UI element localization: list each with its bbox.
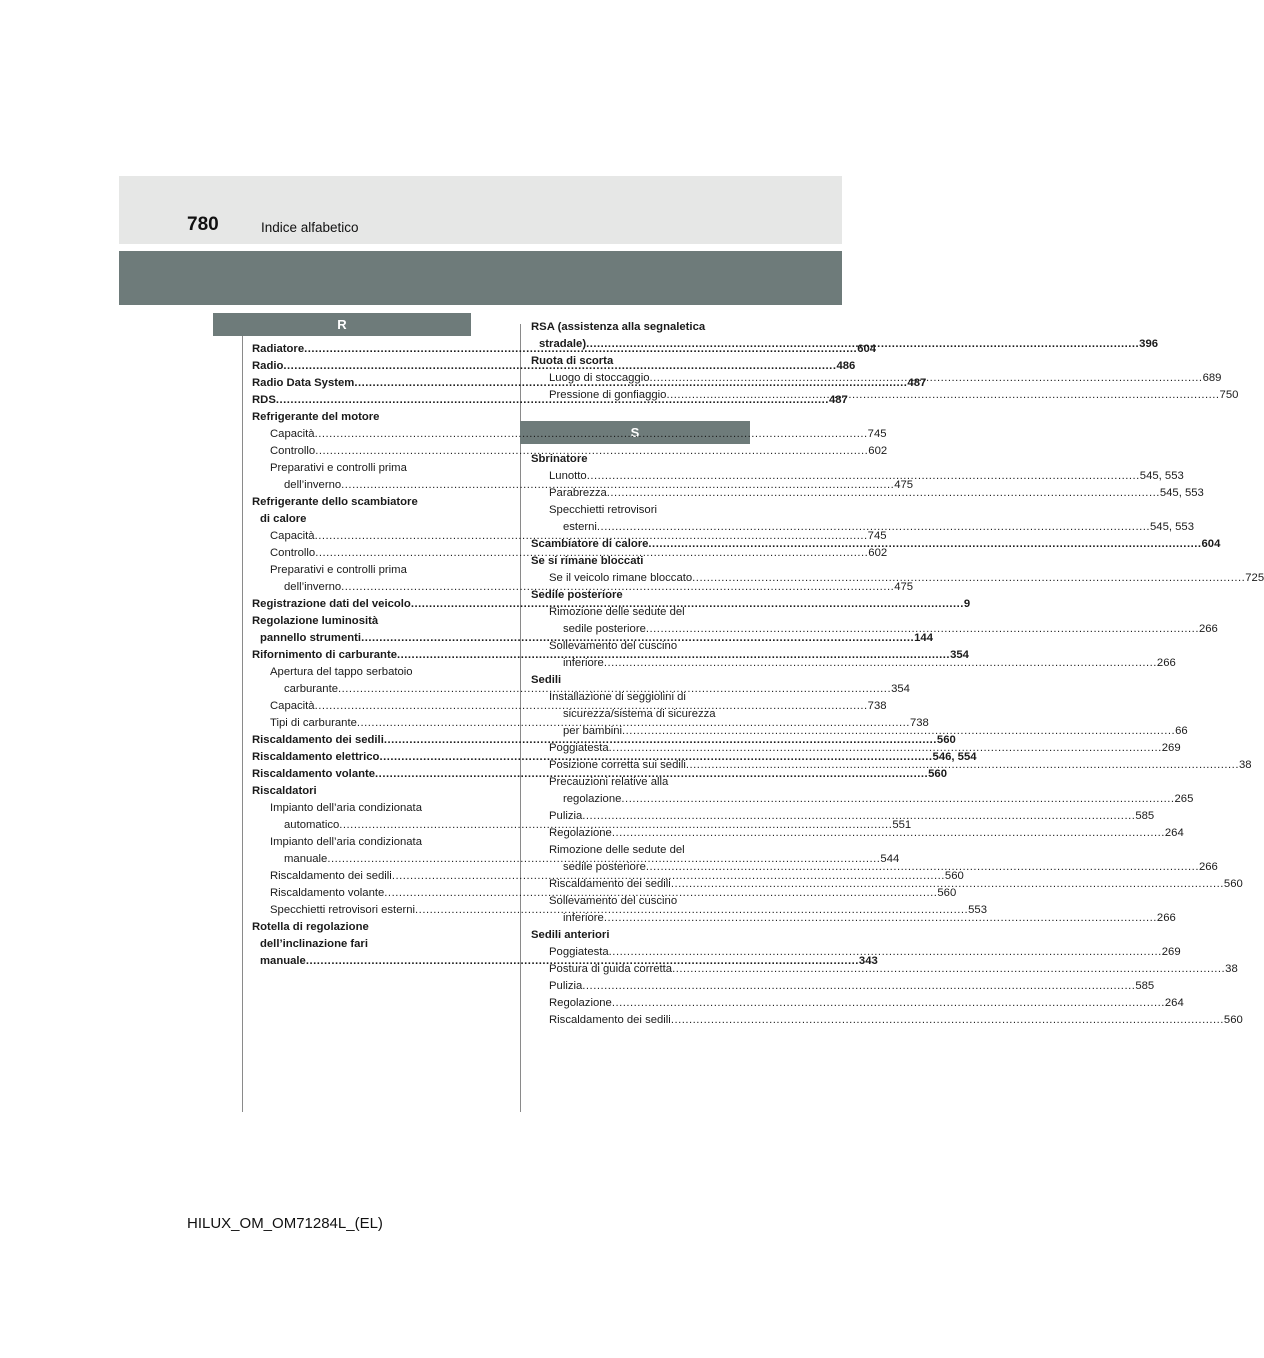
index-subentry: dell’inverno ..... 475 xyxy=(252,579,471,596)
index-entry: Radio ..... 486 xyxy=(252,358,471,375)
index-heading: RSA (assistenza alla segnaletica xyxy=(531,321,706,333)
index-heading: Sedili anteriori xyxy=(531,929,610,941)
index-subentry: Poggiatesta ..... 269 xyxy=(531,740,750,757)
index-subentry: Pressione di gonfiaggio ..... 750 xyxy=(531,387,750,404)
index-subentry: sedile posteriore ..... 266 xyxy=(531,859,750,876)
index-subentry: Luogo di stoccaggio ..... 689 xyxy=(531,370,750,387)
index-subentry: Controllo ..... 602 xyxy=(252,443,471,460)
index-entry: manuale ..... 343 xyxy=(252,953,471,970)
index-heading: Ruota di scorta xyxy=(531,355,614,367)
index-entry: stradale) ..... 396 xyxy=(531,336,750,353)
index-subentry: Riscaldamento volante ..... 560 xyxy=(252,885,471,902)
index-heading: dell’inclinazione fari xyxy=(260,938,368,950)
index-heading: Regolazione luminosità xyxy=(252,615,379,627)
index-heading: Rotella di regolazione xyxy=(252,921,369,933)
index-subentry: Capacità ..... 745 xyxy=(252,528,471,545)
index-subentry: Pulizia ..... 585 xyxy=(531,978,750,995)
index-subentry: regolazione ..... 265 xyxy=(531,791,750,808)
index-entry: RDS ..... 487 xyxy=(252,392,471,409)
index-subentry-text: Apertura del tappo serbatoio xyxy=(270,666,413,678)
index-subentry: Capacità ..... 738 xyxy=(252,698,471,715)
index-subentry-text: Preparativi e controlli prima xyxy=(270,564,407,576)
index-subentry: manuale ..... 544 xyxy=(252,851,471,868)
index-entry: Radio Data System ..... 487 xyxy=(252,375,471,392)
index-subentry-text: Sollevamento del cuscino xyxy=(549,640,678,652)
index-entry: Riscaldamento elettrico ..... 546, 554 xyxy=(252,749,471,766)
column-divider-left xyxy=(242,324,243,1112)
document-code: HILUX_OM_OM71284L_(EL) xyxy=(187,1215,383,1232)
index-subentry: Controllo ..... 602 xyxy=(252,545,471,562)
index-heading: Sbrinatore xyxy=(531,453,588,465)
index-heading: Riscaldatori xyxy=(252,785,317,797)
index-subentry: Regolazione ..... 264 xyxy=(531,825,750,842)
index-entry: Scambiatore di calore ..... 604 xyxy=(531,536,750,553)
index-subentry-text: sicurezza/sistema di sicurezza xyxy=(563,708,716,720)
index-entry: Riscaldamento volante ..... 560 xyxy=(252,766,471,783)
index-subentry: Riscaldamento dei sedili ..... 560 xyxy=(252,868,471,885)
index-subentry: sedile posteriore ..... 266 xyxy=(531,621,750,638)
index-subentry-text: Impianto dell’aria condizionata xyxy=(270,802,422,814)
index-subentry: carburante ..... 354 xyxy=(252,681,471,698)
index-subentry: Capacità ..... 745 xyxy=(252,426,471,443)
index-subentry: Parabrezza ..... 545, 553 xyxy=(531,485,750,502)
section-spacer xyxy=(531,404,750,451)
index-heading: Sedile posteriore xyxy=(531,589,623,601)
index-subentry-text: Impianto dell’aria condizionata xyxy=(270,836,422,848)
section-header-s: S xyxy=(520,421,750,444)
index-subentry-text: Preparativi e controlli prima xyxy=(270,462,407,474)
index-entry: Rifornimento di carburante ..... 354 xyxy=(252,647,471,664)
page-title: Indice alfabetico xyxy=(261,220,359,235)
header-band xyxy=(119,251,842,305)
index-subentry: inferiore ..... 266 xyxy=(531,910,750,927)
page-number: 780 xyxy=(187,214,219,235)
index-subentry: Regolazione ..... 264 xyxy=(531,995,750,1012)
index-subentry-text: Installazione di seggiolini di xyxy=(549,691,686,703)
index-subentry: dell’inverno ..... 475 xyxy=(252,477,471,494)
index-subentry: Tipi di carburante ..... 738 xyxy=(252,715,471,732)
index-entry: Riscaldamento dei sedili ..... 560 xyxy=(252,732,471,749)
section-header-r: R xyxy=(213,313,471,336)
index-subentry: Lunotto ..... 545, 553 xyxy=(531,468,750,485)
index-heading: Sedili xyxy=(531,674,562,686)
index-subentry-text: Rimozione delle sedute del xyxy=(549,844,685,856)
index-entry: Registrazione dati del veicolo ..... 9 xyxy=(252,596,471,613)
index-subentry: Riscaldamento dei sedili ..... 560 xyxy=(531,1012,750,1029)
header-bar xyxy=(119,176,842,244)
index-subentry: Specchietti retrovisori esterni ..... 553 xyxy=(252,902,471,919)
index-subentry: Posizione corretta sui sedili ..... 38 xyxy=(531,757,750,774)
index-subentry: Postura di guida corretta ..... 38 xyxy=(531,961,750,978)
index-entry: Radiatore ..... 604 xyxy=(252,341,471,358)
index-subentry: Pulizia ..... 585 xyxy=(531,808,750,825)
index-heading: Refrigerante dello scambiatore xyxy=(252,496,418,508)
index-subentry-text: Specchietti retrovisori xyxy=(549,504,657,516)
index-subentry: automatico ..... 551 xyxy=(252,817,471,834)
index-heading: di calore xyxy=(260,513,307,525)
index-heading: Refrigerante del motore xyxy=(252,411,380,423)
index-entry: pannello strumenti ..... 144 xyxy=(252,630,471,647)
index-subentry: inferiore ..... 266 xyxy=(531,655,750,672)
index-subentry-text: Sollevamento del cuscino xyxy=(549,895,678,907)
index-subentry: Poggiatesta ..... 269 xyxy=(531,944,750,961)
index-subentry: Riscaldamento dei sedili ..... 560 xyxy=(531,876,750,893)
index-subentry: esterni ..... 545, 553 xyxy=(531,519,750,536)
index-subentry: per bambini ..... 66 xyxy=(531,723,750,740)
index-subentry-text: Rimozione delle sedute del xyxy=(549,606,685,618)
index-subentry: Se il veicolo rimane bloccato ..... 725 xyxy=(531,570,750,587)
index-subentry-text: Precauzioni relative alla xyxy=(549,776,669,788)
index-heading: Se si rimane bloccati xyxy=(531,555,644,567)
